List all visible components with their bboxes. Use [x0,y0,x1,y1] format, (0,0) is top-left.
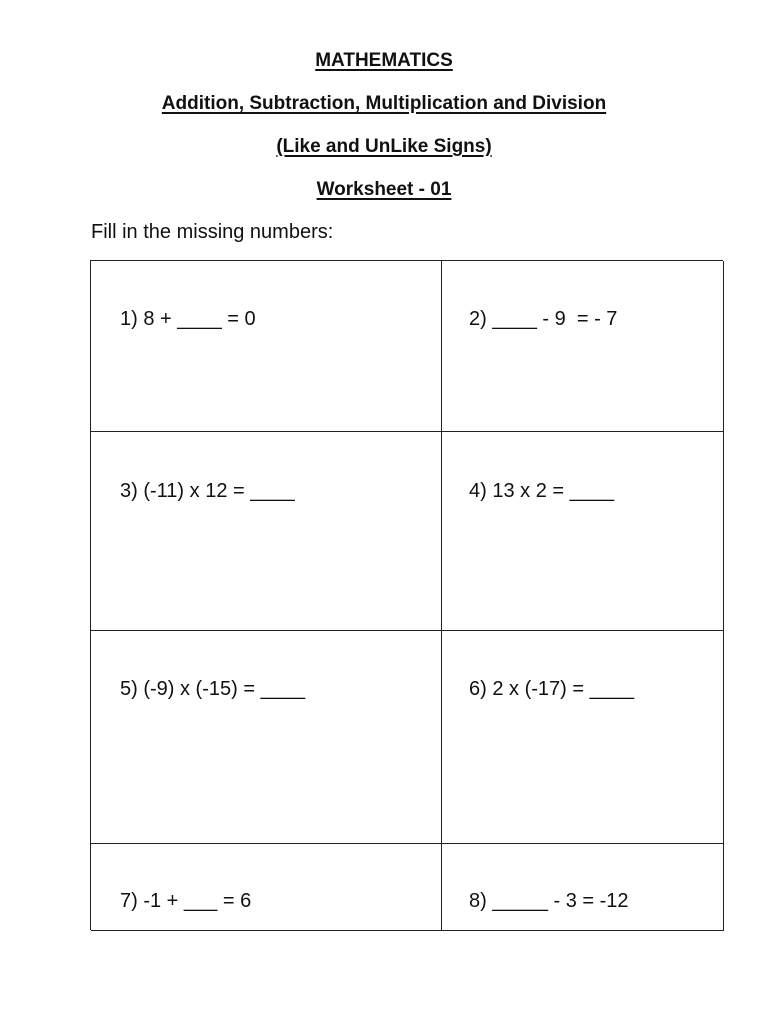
problem-cell [442,432,724,631]
problem-text: 8) _____ - 3 = -12 [469,890,629,912]
problem-cell [91,432,442,631]
topic-title-text: Addition, Subtraction, Multiplication and Division [161,93,607,114]
topic-title [0,92,768,116]
problem-cell [442,631,724,844]
subtopic-title [0,135,768,159]
problem-cell [91,631,442,844]
problem-cell [91,261,442,432]
problem-text: 7) -1 + ___ = 6 [120,890,252,912]
subtopic-title-text: (Like and UnLike Signs) [276,136,492,157]
instructions-text: Fill in the missing numbers: [91,221,334,243]
problem-text: 5) (-9) x (-15) = ____ [120,678,306,700]
worksheet-title-text: Worksheet - 01 [316,179,452,200]
problem-cell [442,261,724,432]
problem-text: 3) (-11) x 12 = ____ [120,480,295,502]
problem-cell [91,844,442,931]
problem-text: 1) 8 + ____ = 0 [120,308,256,330]
problem-text: 2) ____ - 9 = - 7 [469,308,618,330]
problem-text: 6) 2 x (-17) = ____ [469,678,635,700]
problem-cell [442,844,724,931]
subject-title-text: MATHEMATICS [315,50,453,71]
problem-text: 4) 13 x 2 = ____ [469,480,615,502]
worksheet-title [0,178,768,202]
subject-title [0,49,768,73]
problems-table [90,260,723,930]
